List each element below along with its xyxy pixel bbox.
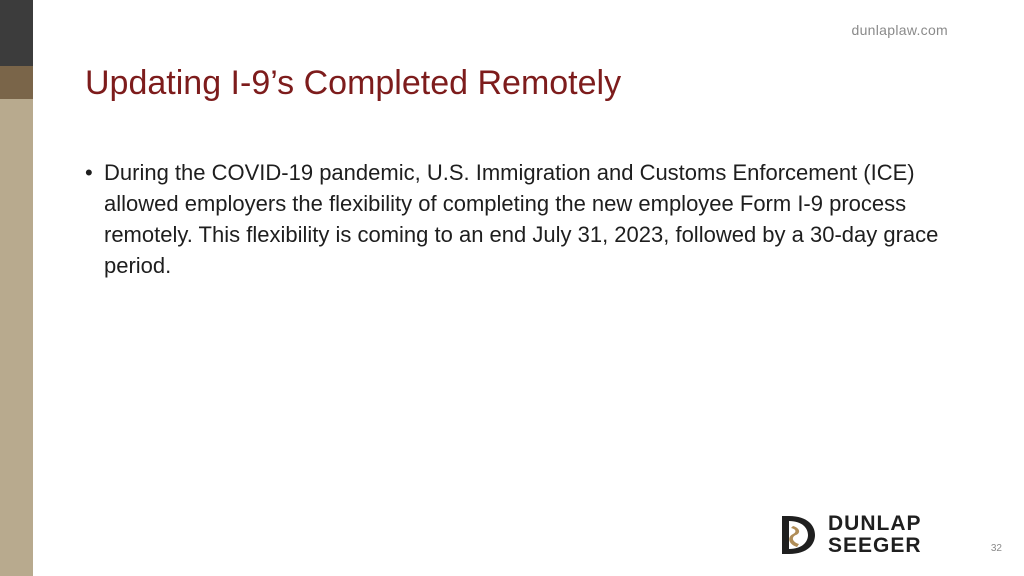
bullet-marker: • — [85, 160, 93, 185]
side-band-dark — [0, 0, 33, 66]
logo-text-dunlap: DUNLAP — [828, 512, 922, 535]
bullet-item — [85, 157, 965, 281]
bullet-text: During the COVID-19 pandemic, U.S. Immigration and Customs Enforcement (ICE) allowed employers the flexibility of completing the new employee Form I-9 process remotely. This flexibility is coming to an end July 31, 2023, followed by a 30-day grace period. — [104, 160, 939, 278]
logo-monogram-icon — [778, 514, 818, 556]
logo-text-seeger: SEEGER — [828, 534, 922, 557]
site-url: dunlaplaw.com — [851, 22, 948, 38]
side-accent-band — [0, 0, 33, 576]
dunlap-seeger-logo — [778, 512, 954, 558]
side-band-brown — [0, 66, 33, 99]
page-number: 32 — [990, 543, 1002, 554]
side-band-tan — [0, 99, 33, 576]
slide-title: Updating I-9’s Completed Remotely — [85, 64, 622, 102]
bullet-list — [85, 157, 965, 281]
